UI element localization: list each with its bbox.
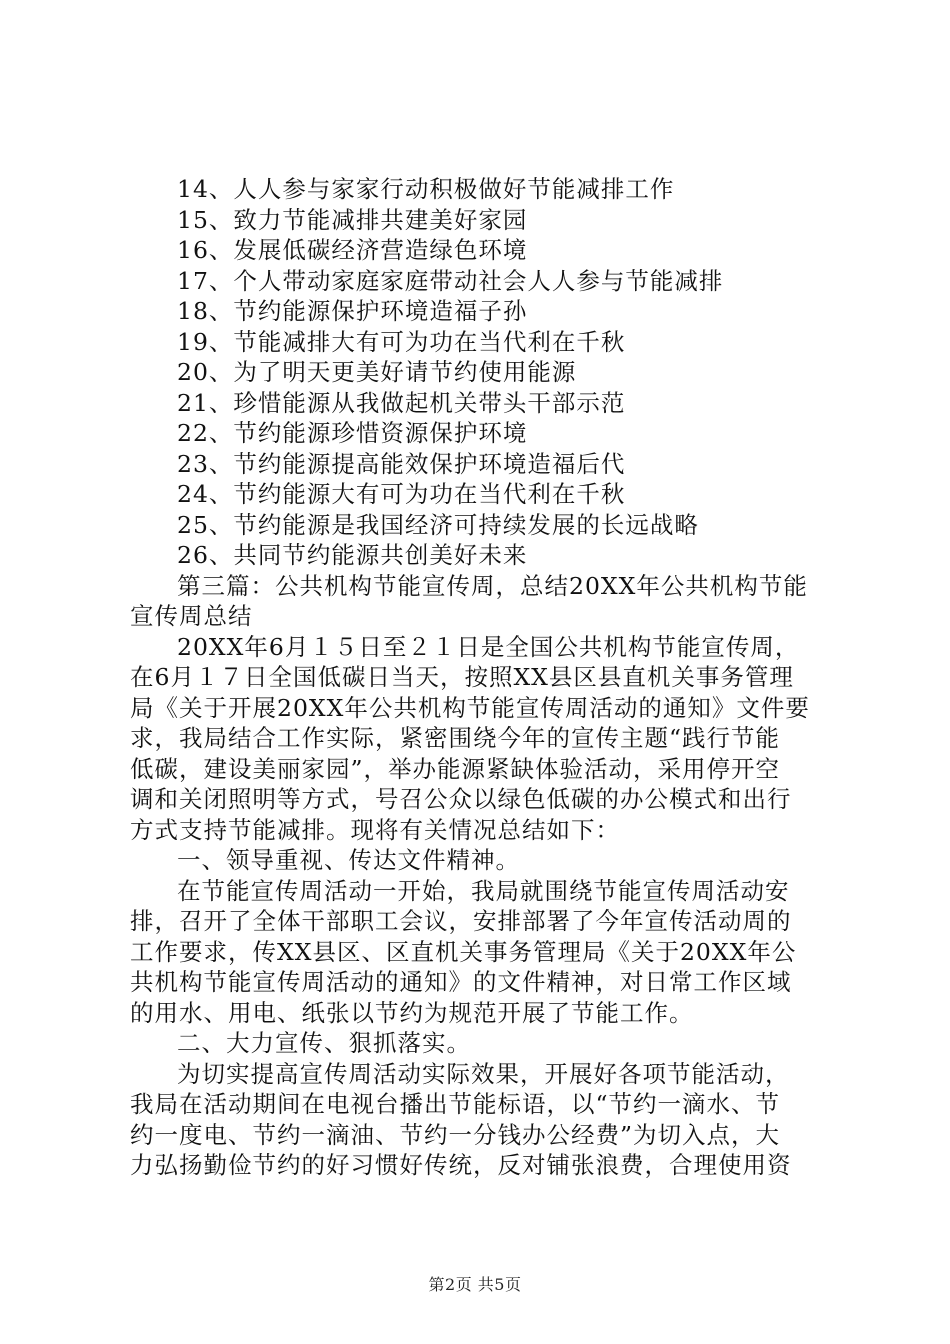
paragraph-line: 低碳，建设美丽家园”，举办能源紧缺体验活动，采用停开空 bbox=[130, 754, 781, 783]
paragraph-line: 的用水、用电、纸张以节约为规范开展了节能工作。 bbox=[130, 998, 694, 1027]
slogan-item: 14、人人参与家家行动积极做好节能减排工作 bbox=[177, 175, 675, 203]
paragraph-2 bbox=[130, 1059, 830, 1181]
document-body bbox=[130, 174, 830, 1181]
paragraph-line: 20XX年6月１５日至２１日是全国公共机构节能宣传周， bbox=[177, 632, 800, 661]
intro-paragraph bbox=[130, 632, 830, 846]
slogan-item: 23、节约能源提高能效保护环境造福后代 bbox=[177, 449, 626, 478]
slogan-item: 26、共同节约能源共创美好未来 bbox=[177, 541, 528, 569]
section-title bbox=[130, 571, 830, 632]
slogan-list bbox=[130, 174, 830, 571]
paragraph-line: 力弘扬勤俭节约的好习惯好传统，反对铺张浪费，合理使用资 bbox=[130, 1151, 792, 1179]
section-title-line: 宣传周总结 bbox=[130, 602, 253, 630]
section-heading-2: 二、大力宣传、狠抓落实。 bbox=[177, 1029, 471, 1057]
slogan-item: 21、珍惜能源从我做起机关带头干部示范 bbox=[177, 388, 626, 417]
paragraph-line: 约一度电、节约一滴油、节约一分钱办公经费”为切入点，大 bbox=[130, 1120, 781, 1149]
section-heading-1: 一、领导重视、传达文件精神。 bbox=[177, 846, 520, 874]
slogan-item: 16、发展低碳经济营造绿色环境 bbox=[177, 236, 528, 264]
slogan-item: 18、节约能源保护环境造福子孙 bbox=[177, 297, 528, 325]
slogan-item: 20、为了明天更美好请节约使用能源 bbox=[177, 358, 577, 386]
slogan-item: 24、节约能源大有可为功在当代利在千秋 bbox=[177, 480, 626, 508]
paragraph-line: 调和关闭照明等方式，号召公众以绿色低碳的办公模式和出行 bbox=[130, 785, 792, 813]
slogan-item: 15、致力节能减排共建美好家园 bbox=[177, 205, 528, 234]
paragraph-line: 我局在活动期间在电视台播出节能标语，以“节约一滴水、节 bbox=[130, 1090, 781, 1118]
slogan-item: 22、节约能源珍惜资源保护环境 bbox=[177, 419, 528, 447]
paragraph-line: 在节能宣传周活动一开始，我局就围绕节能宣传周活动安 bbox=[177, 876, 790, 905]
paragraph-line: 工作要求，传XX县区、区直机关事务管理局《关于20XX年公 bbox=[130, 937, 797, 966]
slogan-item: 19、节能减排大有可为功在当代利在千秋 bbox=[177, 327, 626, 356]
paragraph-1 bbox=[130, 876, 830, 1029]
paragraph-line: 求，我局结合工作实际，紧密围绕今年的宣传主题“践行节能 bbox=[130, 724, 781, 752]
section-title-line: 第三篇：公共机构节能宣传周，总结20XX年公共机构节能 bbox=[177, 571, 808, 600]
paragraph-line: 共机构节能宣传周活动的通知》的文件精神，对日常工作区域 bbox=[130, 968, 792, 996]
paragraph-line: 排，召开了全体干部职工会议，安排部署了今年宣传活动周的 bbox=[130, 907, 792, 935]
paragraph-line: 为切实提高宣传周活动实际效果，开展好各项节能活动， bbox=[177, 1059, 790, 1088]
paragraph-line: 方式支持节能减排。现将有关情况总结如下： bbox=[130, 815, 620, 844]
paragraph-line: 在6月１７日全国低碳日当天，按照XX县区县直机关事务管理 bbox=[130, 663, 794, 691]
slogan-item: 17、个人带动家庭家庭带动社会人人参与节能减排 bbox=[177, 266, 724, 295]
page-number-footer: 第2页 共5页 bbox=[428, 1275, 522, 1294]
paragraph-line: 局《关于开展20XX年公共机构节能宣传周活动的通知》文件要 bbox=[130, 693, 810, 722]
slogan-item: 25、节约能源是我国经济可持续发展的长远战略 bbox=[177, 510, 699, 539]
